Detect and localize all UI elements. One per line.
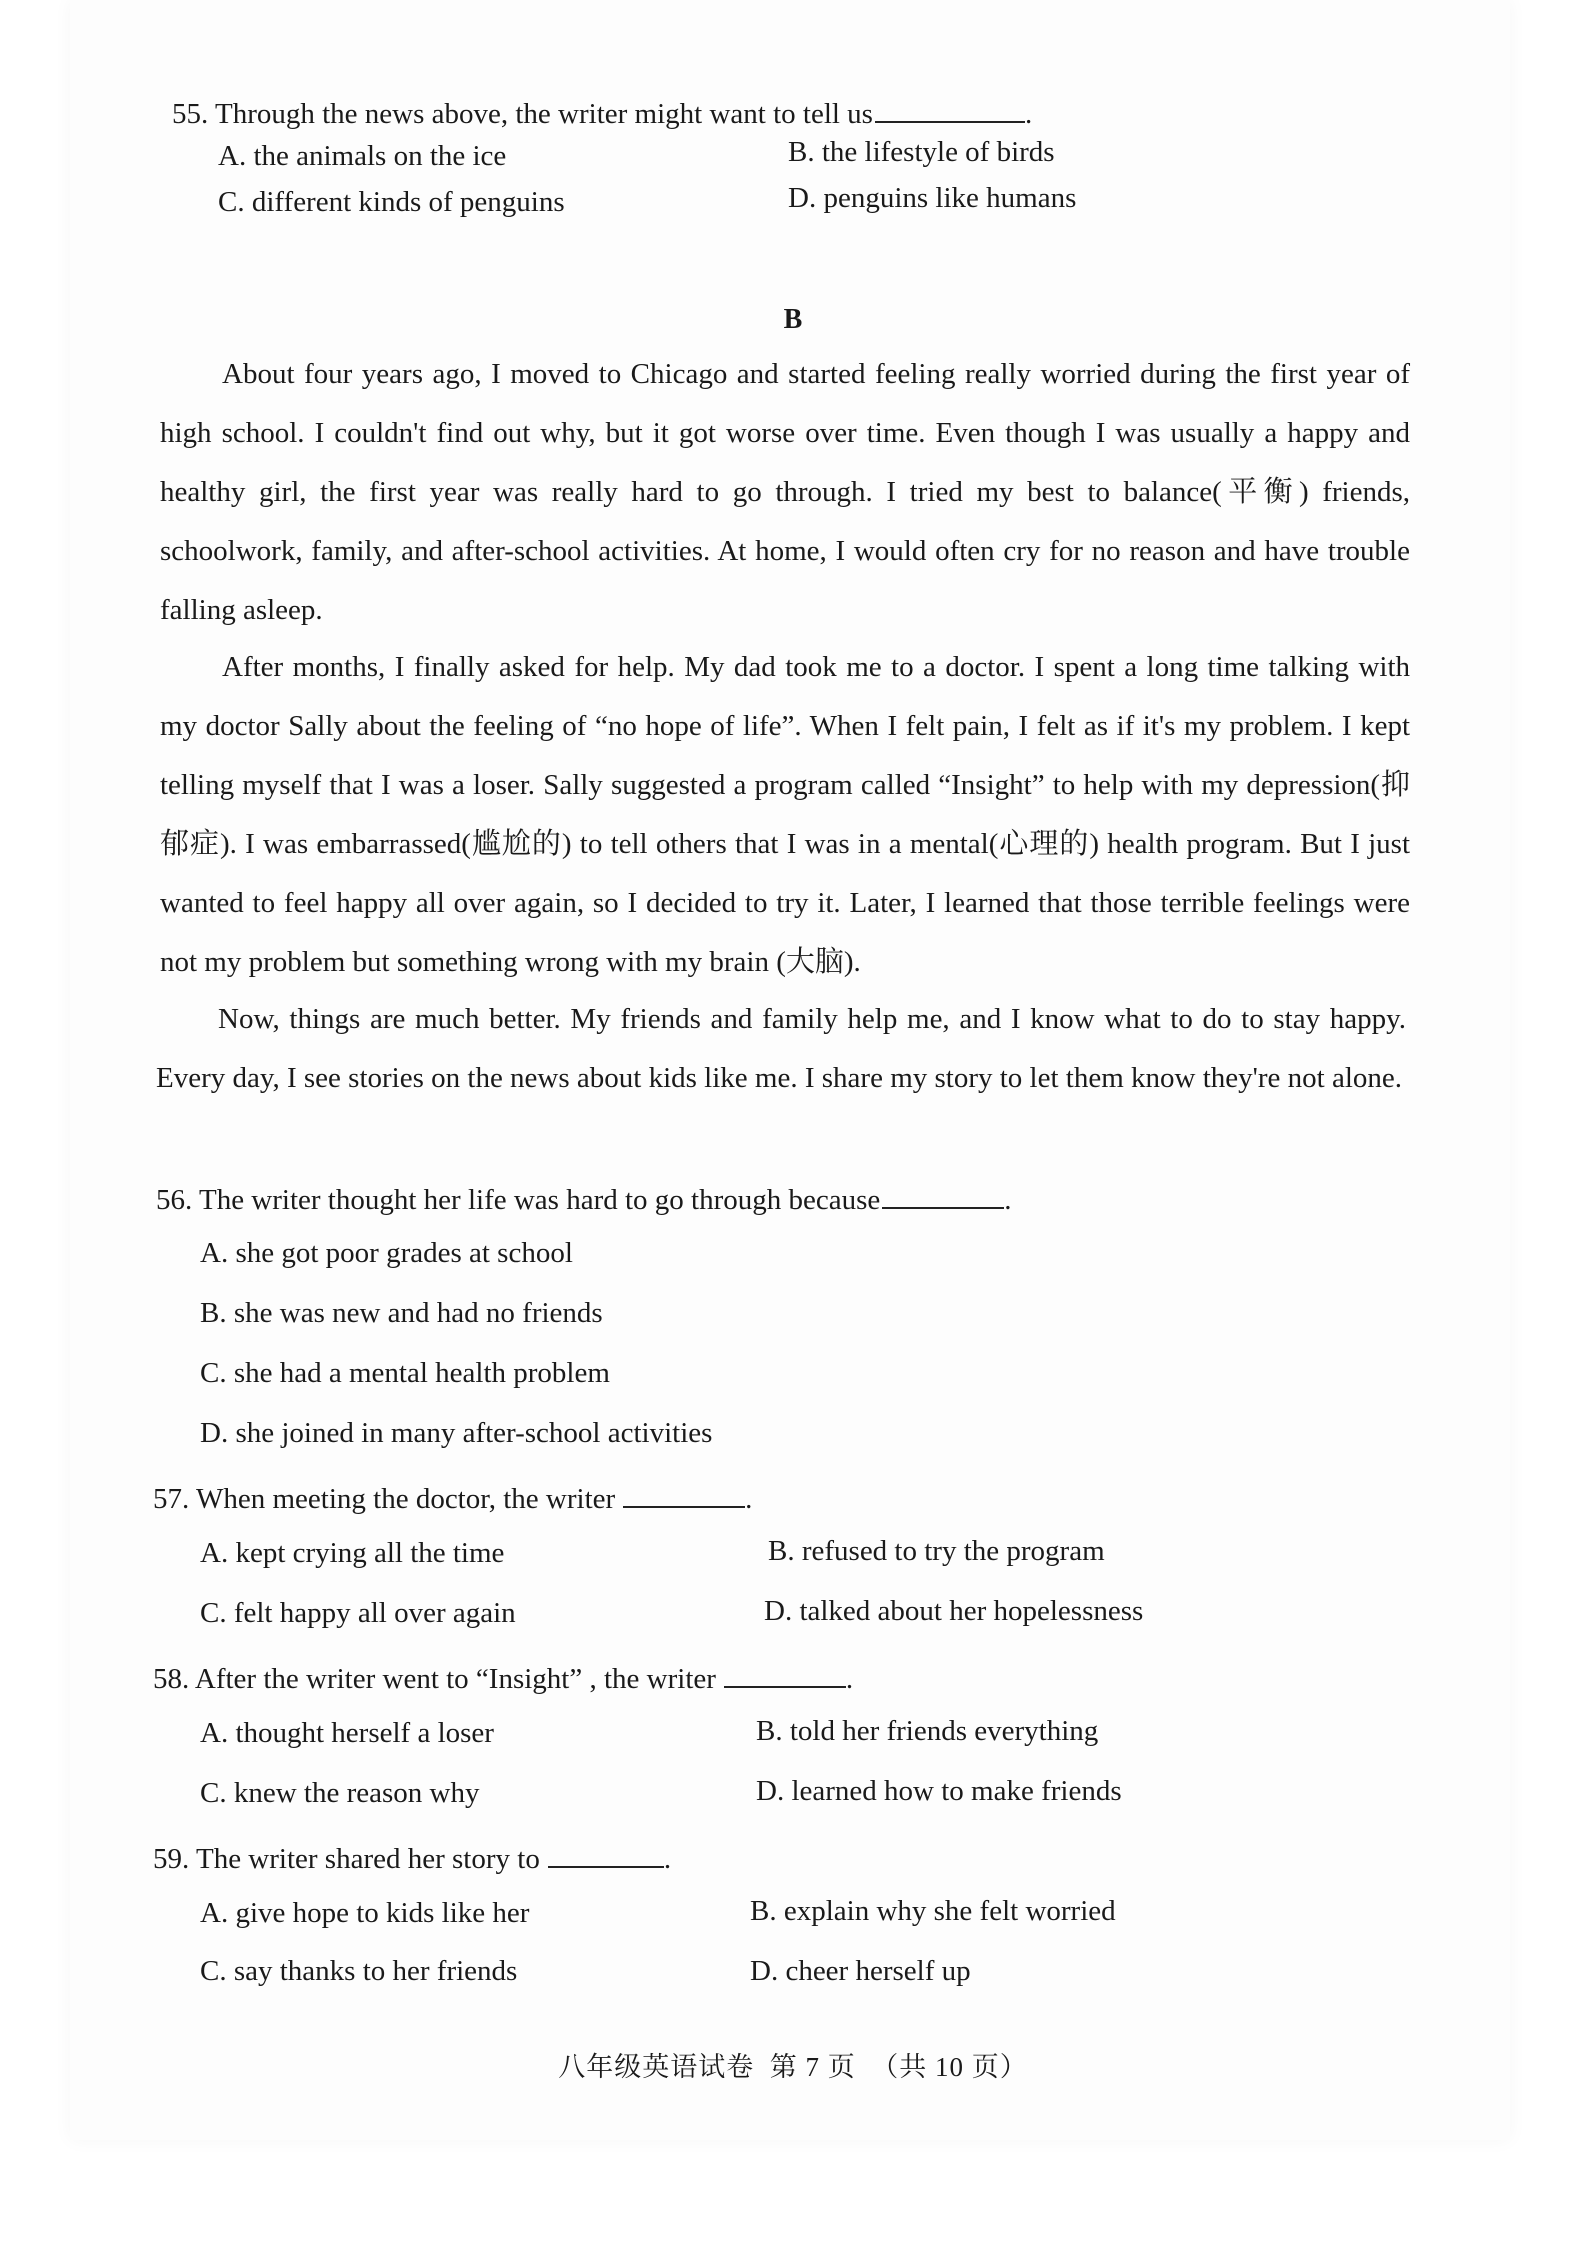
question-57-text: 57. When meeting the doctor, the writer	[153, 1483, 616, 1515]
q56-option-c: C. she had a mental health problem	[200, 1357, 610, 1389]
question-58-end: .	[845, 1663, 854, 1695]
q55-option-d: D. penguins like humans	[788, 182, 1077, 214]
q58-option-d: D. learned how to make friends	[756, 1775, 1122, 1807]
question-58-text: 58. After the writer went to “Insight” , the writer	[153, 1663, 716, 1695]
passage-paragraph-3: Now, things are much better. My friends and family help me, and I know what to do to stay happy. Every day, I see stories on the news about kids like me. I share my story to let them know they're not alone.	[156, 1003, 1406, 1094]
section-heading: B	[783, 304, 803, 335]
answer-blank	[882, 1178, 1004, 1209]
answer-blank	[548, 1837, 664, 1868]
question-59-end: .	[663, 1843, 672, 1875]
q56-option-d: D. she joined in many after-school activities	[200, 1417, 713, 1449]
q55-option-c: C. different kinds of penguins	[218, 186, 565, 218]
q56-option-b: B. she was new and had no friends	[200, 1297, 603, 1329]
q57-option-b: B. refused to try the program	[768, 1535, 1105, 1567]
q57-option-c: C. felt happy all over again	[200, 1597, 516, 1629]
question-55-stem	[172, 92, 1032, 131]
q57-option-d: D. talked about her hopelessness	[764, 1595, 1144, 1627]
q58-option-b: B. told her friends everything	[756, 1715, 1099, 1747]
question-56-stem	[156, 1178, 1012, 1217]
q59-option-c: C. say thanks to her friends	[200, 1955, 518, 1987]
question-56-text: 56. The writer thought her life was hard to go through because	[156, 1184, 881, 1216]
question-59-text: 59. The writer shared her story to	[153, 1843, 540, 1875]
q55-option-a: A. the animals on the ice	[218, 140, 507, 172]
q58-option-c: C. knew the reason why	[200, 1777, 480, 1809]
answer-blank	[875, 92, 1025, 123]
answer-blank	[724, 1657, 846, 1688]
q58-option-a: A. thought herself a loser	[200, 1717, 494, 1749]
question-58-stem	[153, 1657, 853, 1696]
passage-paragraph-2: After months, I finally asked for help. My dad took me to a doctor. I spent a long time talking with my doctor Sally about the feeling of “no hope of life”. When I felt pain, I felt as if it's my problem. I kept telling myself that I was a loser. Sally suggested a program called “Insight” to help with my depression(抑郁症). I was embarrassed(尴尬的) to tell others that I was in a mental(心理的) health program. But I just wanted to feel happy all over again, so I decided to try it. Later, I learned that those terrible feelings were not my problem but something wrong with my brain (大脑).	[160, 651, 1410, 978]
q59-option-d: D. cheer herself up	[750, 1955, 971, 1987]
question-55-end: .	[1024, 98, 1033, 130]
question-57-stem	[153, 1477, 752, 1516]
question-55-text: 55. Through the news above, the writer might want to tell us	[172, 98, 873, 130]
q56-option-a: A. she got poor grades at school	[200, 1237, 573, 1269]
question-59-stem	[153, 1837, 671, 1876]
q57-option-a: A. kept crying all the time	[200, 1537, 505, 1569]
answer-blank	[623, 1477, 745, 1508]
q59-option-b: B. explain why she felt worried	[750, 1895, 1116, 1927]
question-57-end: .	[745, 1483, 753, 1515]
question-56-end: .	[1004, 1184, 1012, 1216]
passage-paragraph-1: About four years ago, I moved to Chicago and started feeling really worried during the first year of high school. I couldn't find out why, but it got worse over time. Even though I was usually a happy and healthy girl, the first year was really hard to go through. I tried my best to balance(平衡) friends, schoolwork, family, and after-school activities. At home, I would often cry for no reason and have trouble falling asleep.	[160, 358, 1410, 626]
page-footer: 八年级英语试卷 第 7 页 （共 10 页）	[558, 2052, 1028, 2082]
q59-option-a: A. give hope to kids like her	[200, 1897, 530, 1929]
q55-option-b: B. the lifestyle of birds	[788, 136, 1055, 168]
